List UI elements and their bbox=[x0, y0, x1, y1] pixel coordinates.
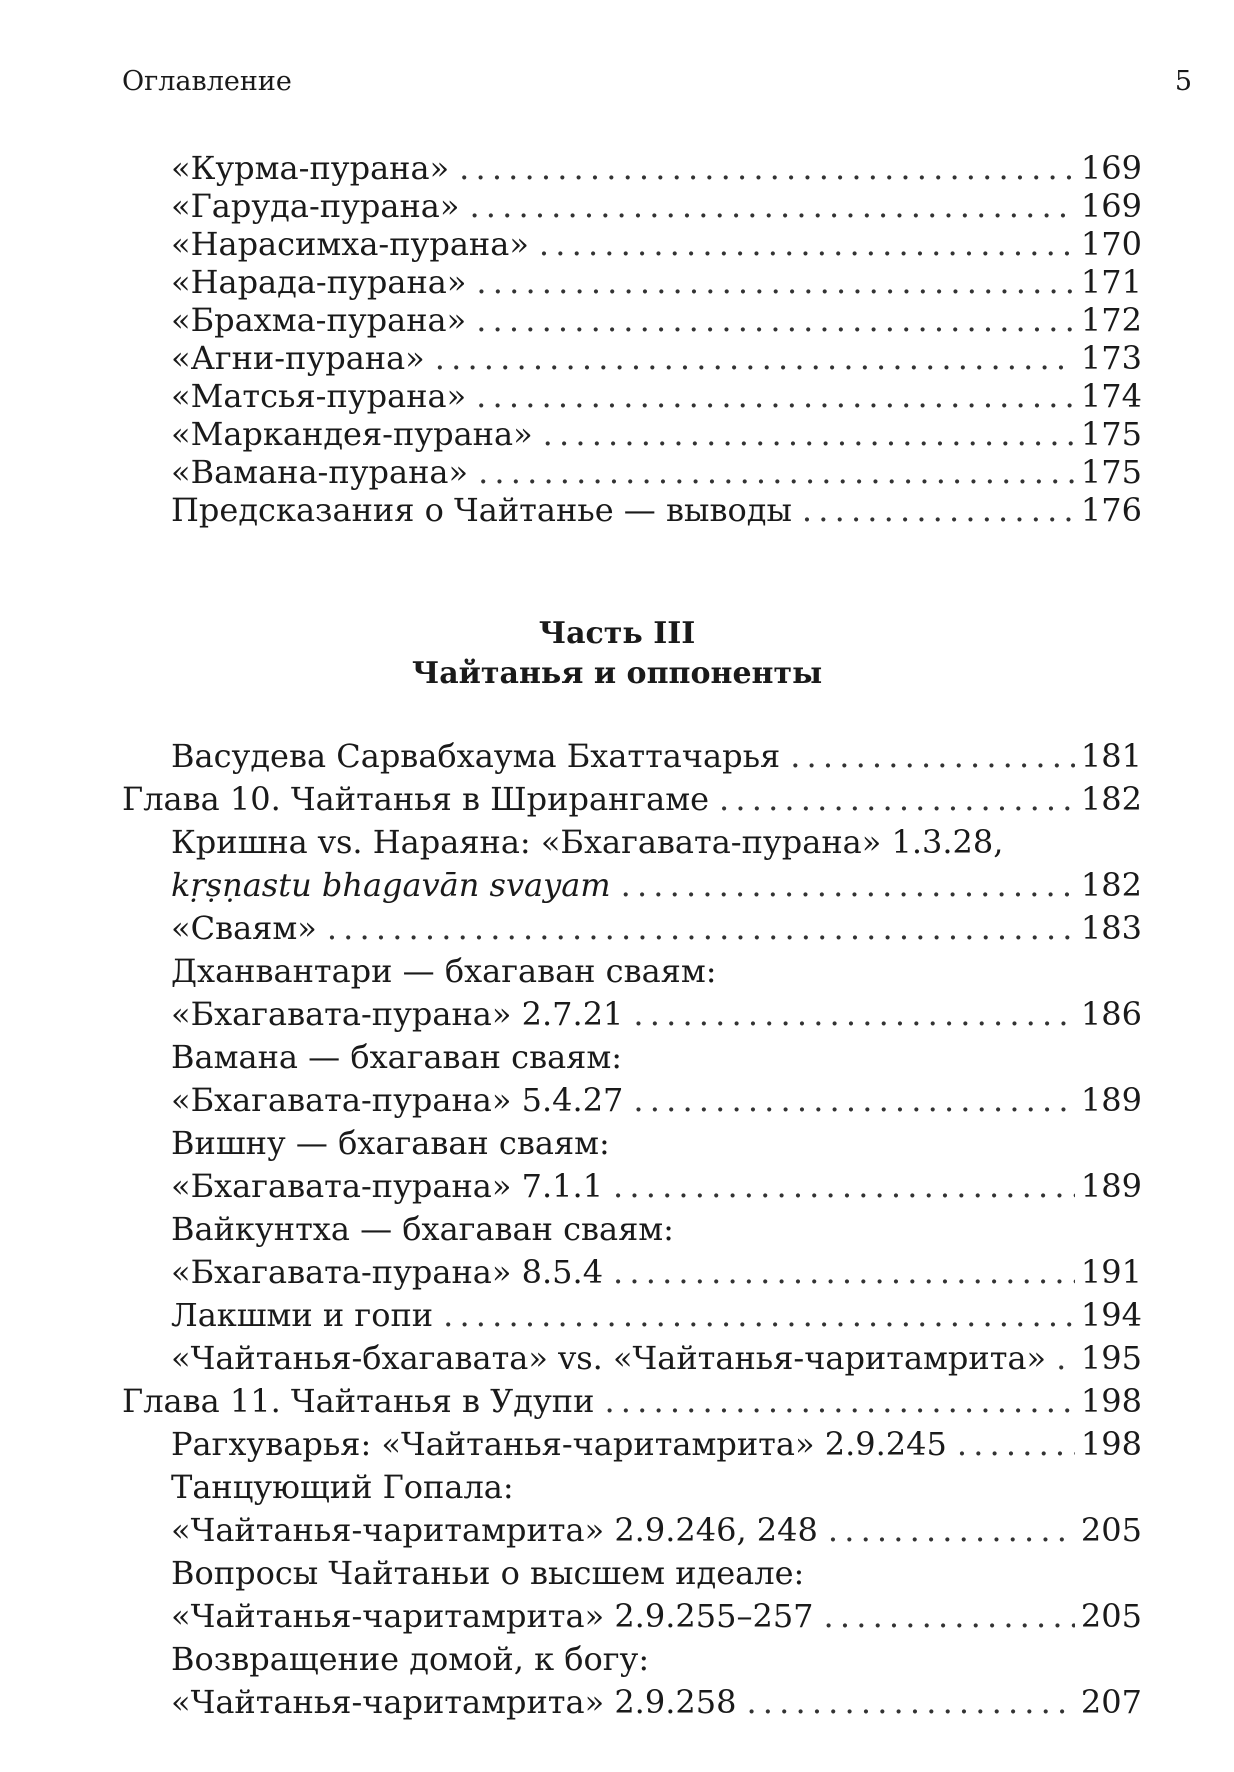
toc-entry-title: Возвращение домой, к богу: bbox=[171, 1640, 650, 1678]
toc-entry-title: «Маркандея-пурана» bbox=[171, 415, 533, 453]
toc-entry-title: «Бхагавата-пурана» 5.4.27 bbox=[171, 1081, 624, 1119]
dot-leader bbox=[621, 864, 1075, 907]
toc-entry-page: 171 bbox=[1080, 263, 1142, 301]
toc-entry bbox=[0, 147, 1234, 190]
dot-leader bbox=[828, 1509, 1075, 1552]
dot-leader bbox=[443, 1294, 1075, 1337]
toc-entry-continued bbox=[0, 1122, 1234, 1165]
toc-entry bbox=[0, 1251, 1234, 1294]
dot-leader bbox=[719, 778, 1075, 821]
toc-entry-page: 186 bbox=[1080, 995, 1142, 1033]
dot-leader bbox=[476, 299, 1075, 342]
toc-entry-continued bbox=[0, 821, 1234, 864]
toc-entry-page: 169 bbox=[1080, 149, 1142, 187]
toc-entry-title: Вамана — бхагаван сваям: bbox=[171, 1038, 623, 1076]
toc-entry bbox=[0, 864, 1234, 907]
dot-leader bbox=[957, 1423, 1075, 1466]
toc-entry-title: Танцующий Гопала: bbox=[171, 1468, 514, 1506]
toc-entry bbox=[0, 375, 1234, 418]
dot-leader bbox=[476, 375, 1075, 418]
toc-entry-page: 183 bbox=[1080, 909, 1142, 947]
toc-chapter-entry bbox=[0, 778, 1234, 821]
toc-entry-page: 198 bbox=[1080, 1382, 1142, 1420]
dot-leader bbox=[469, 185, 1074, 228]
toc-entry-title: «Гаруда-пурана» bbox=[171, 187, 460, 225]
toc-entry-continued bbox=[0, 1208, 1234, 1251]
toc-entry-continued bbox=[0, 1552, 1234, 1595]
toc-entry-title: kṛṣṇastu bhagavān svayam bbox=[171, 866, 611, 904]
dot-leader bbox=[802, 489, 1075, 532]
toc-entry-title: «Брахма-пурана» bbox=[171, 301, 467, 339]
dot-leader bbox=[790, 735, 1075, 778]
toc-entry-title: Васудева Сарвабхаума Бхаттачарья bbox=[171, 737, 781, 775]
toc-entry-page: 170 bbox=[1080, 225, 1142, 263]
toc-entry bbox=[0, 1423, 1234, 1466]
dot-leader bbox=[633, 993, 1075, 1036]
toc-entry-page: 194 bbox=[1080, 1296, 1142, 1334]
toc-entry bbox=[0, 993, 1234, 1036]
toc-entry bbox=[0, 735, 1234, 778]
toc-entry bbox=[0, 489, 1234, 532]
dot-leader bbox=[459, 147, 1075, 190]
toc-entry-title: «Нарасимха-пурана» bbox=[171, 225, 529, 263]
toc-entry-title: Лакшми и гопи bbox=[171, 1296, 434, 1334]
dot-leader bbox=[543, 413, 1075, 456]
toc-entry bbox=[0, 223, 1234, 266]
toc-entry bbox=[0, 1681, 1234, 1724]
toc-entry-page: 195 bbox=[1080, 1339, 1142, 1377]
toc-entry-page: 189 bbox=[1080, 1081, 1142, 1119]
toc-entry-page: 189 bbox=[1080, 1167, 1142, 1205]
toc-entry bbox=[0, 1509, 1234, 1552]
toc-entry-title: «Курма-пурана» bbox=[171, 149, 450, 187]
toc-entry-title: «Бхагавата-пурана» 8.5.4 bbox=[171, 1253, 604, 1291]
dot-leader bbox=[435, 337, 1075, 380]
toc-entry-title: «Бхагавата-пурана» 2.7.21 bbox=[171, 995, 624, 1033]
dot-leader bbox=[478, 451, 1075, 494]
toc-entry-title: Глава 11. Чайтанья в Удупи bbox=[122, 1382, 595, 1420]
part-number: Часть III bbox=[538, 616, 696, 651]
toc-entry bbox=[0, 1595, 1234, 1638]
toc-entry-title: «Сваям» bbox=[171, 909, 317, 947]
toc-entry-title: «Вамана-пурана» bbox=[171, 453, 469, 491]
toc-entry bbox=[0, 261, 1234, 304]
toc-entry bbox=[0, 299, 1234, 342]
toc-entry-title: Вишну — бхагаван сваям: bbox=[171, 1124, 610, 1162]
dot-leader bbox=[327, 907, 1075, 950]
toc-entry-title: «Чайтанья-бхагавата» vs. «Чайтанья-чаритамрита» bbox=[171, 1339, 1047, 1377]
toc-entry bbox=[0, 907, 1234, 950]
toc-entry-title: «Чайтанья-чаритамрита» 2.9.258 bbox=[171, 1683, 737, 1721]
toc-entry-page: 169 bbox=[1080, 187, 1142, 225]
header-title: Оглавление bbox=[122, 66, 292, 97]
toc-entry-page: 175 bbox=[1080, 415, 1142, 453]
toc-entry bbox=[0, 185, 1234, 228]
toc-entry-title: «Бхагавата-пурана» 7.1.1 bbox=[171, 1167, 604, 1205]
toc-entry bbox=[0, 413, 1234, 456]
toc-entry-continued bbox=[0, 1638, 1234, 1681]
toc-entry-page: 181 bbox=[1080, 737, 1142, 775]
toc-entry-continued bbox=[0, 1036, 1234, 1079]
dot-leader bbox=[1056, 1337, 1075, 1380]
toc-entry-title: Предсказания о Чайтанье — выводы bbox=[171, 491, 792, 529]
toc-entry-title: Рагхуварья: «Чайтанья-чаритамрита» 2.9.245 bbox=[171, 1425, 947, 1463]
toc-entry-title: «Агни-пурана» bbox=[171, 339, 425, 377]
toc-entry-title: Дханвантари — бхагаван сваям: bbox=[171, 952, 717, 990]
dot-leader bbox=[746, 1681, 1074, 1724]
dot-leader bbox=[613, 1251, 1075, 1294]
dot-leader bbox=[633, 1079, 1075, 1122]
dot-leader bbox=[476, 261, 1075, 304]
running-header bbox=[122, 66, 1192, 106]
toc-entry bbox=[0, 1337, 1234, 1380]
toc-entry-page: 175 bbox=[1080, 453, 1142, 491]
toc-entry-page: 182 bbox=[1080, 780, 1142, 818]
toc-entry bbox=[0, 451, 1234, 494]
toc-entry-continued bbox=[0, 950, 1234, 993]
part-title: Чайтанья и оппоненты bbox=[411, 656, 823, 691]
toc-entry-continued bbox=[0, 1466, 1234, 1509]
toc-entry bbox=[0, 337, 1234, 380]
toc-entry-title: «Чайтанья-чаритамрита» 2.9.255–257 bbox=[171, 1597, 814, 1635]
toc-entry-page: 191 bbox=[1080, 1253, 1142, 1291]
toc-entry-page: 207 bbox=[1080, 1683, 1142, 1721]
toc-entry bbox=[0, 1079, 1234, 1122]
toc-entry bbox=[0, 1294, 1234, 1337]
dot-leader bbox=[824, 1595, 1075, 1638]
toc-entry-page: 205 bbox=[1080, 1597, 1142, 1635]
toc-entry-page: 205 bbox=[1080, 1511, 1142, 1549]
toc-entry-page: 174 bbox=[1080, 377, 1142, 415]
toc-entry-page: 182 bbox=[1080, 866, 1142, 904]
toc-entry-page: 172 bbox=[1080, 301, 1142, 339]
dot-leader bbox=[613, 1165, 1075, 1208]
toc-entry-title: Глава 10. Чайтанья в Шрирангаме bbox=[122, 780, 710, 818]
toc-entry-title: «Чайтанья-чаритамрита» 2.9.246, 248 bbox=[171, 1511, 818, 1549]
toc-entry-page: 176 bbox=[1080, 491, 1142, 529]
dot-leader bbox=[539, 223, 1075, 266]
toc-entry bbox=[0, 1165, 1234, 1208]
page-number: 5 bbox=[1174, 66, 1192, 97]
toc-entry-title: Вайкунтха — бхагаван сваям: bbox=[171, 1210, 674, 1248]
toc-entry-title: Вопросы Чайтаньи о высшем идеале: bbox=[171, 1554, 805, 1592]
dot-leader bbox=[604, 1380, 1074, 1423]
toc-entry-page: 173 bbox=[1080, 339, 1142, 377]
toc-chapter-entry bbox=[0, 1380, 1234, 1423]
toc-entry-title: Кришна vs. Нараяна: «Бхагавата-пурана» 1.3.28, bbox=[171, 823, 1004, 861]
toc-entry-page: 198 bbox=[1080, 1425, 1142, 1463]
toc-entry-title: «Нарада-пурана» bbox=[171, 263, 467, 301]
toc-entry-title: «Матсья-пурана» bbox=[171, 377, 467, 415]
